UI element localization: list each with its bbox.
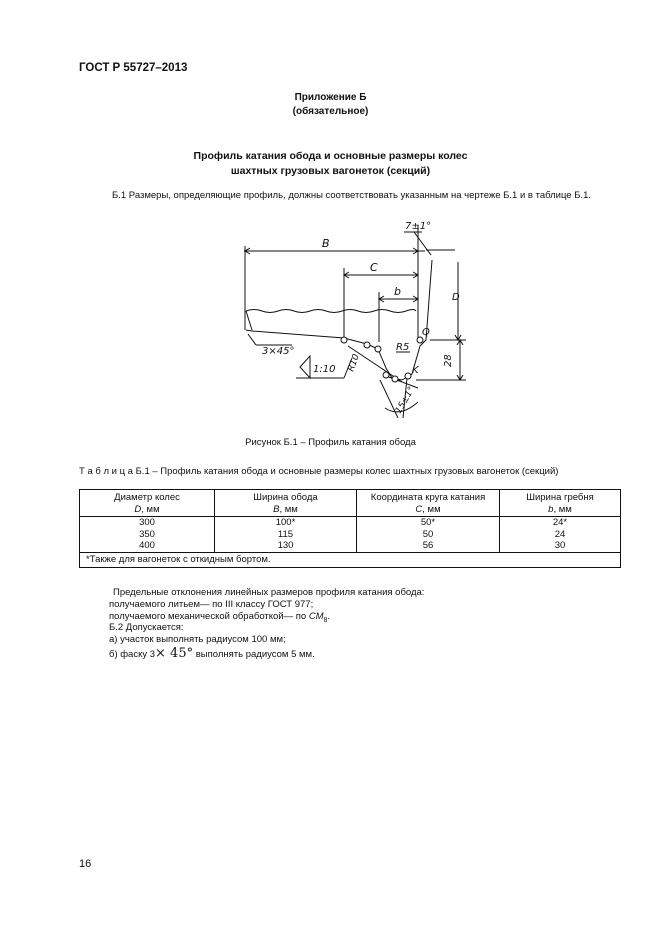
rim-left-edge xyxy=(246,311,252,330)
label-chamfer: 3×45° xyxy=(262,346,295,357)
chamfer-leader-diag xyxy=(248,334,256,345)
table-footnote-row xyxy=(80,552,621,568)
intro-paragraph: Б.1 Размеры, определяющие профиль, должны соответствовать указанным на чертеже Б.1 и в таблице Б.1. xyxy=(112,190,592,201)
notes-line-1: Предельные отклонения линейных размеров профиля катания обода: xyxy=(113,587,425,598)
header-flange-width: Ширина гребня b, мм xyxy=(500,490,621,517)
taper-symbol xyxy=(300,356,310,378)
section-title-line2: шахтных грузовых вагонеток (секций) xyxy=(230,165,431,177)
table-cell: 115 xyxy=(215,529,357,541)
document-code: ГОСТ Р 55727–2013 xyxy=(79,62,188,74)
spec-table xyxy=(79,489,621,568)
table-cell: 50 xyxy=(357,529,500,541)
table-row xyxy=(80,517,621,529)
label-angle-top: 7±1° xyxy=(405,221,432,232)
table-cell: 24 xyxy=(500,529,621,541)
notes-b2: Б.2 Допускается: xyxy=(109,622,184,633)
table-caption: Т а б л и ц а Б.1 – Профиль катания обода и основные размеры колес шахтных грузовых вагонеток (секций) xyxy=(79,466,559,477)
construction-line-2 xyxy=(386,376,418,388)
label-angle-bottom: 15±1° xyxy=(393,385,418,416)
rim-chamfer xyxy=(246,330,252,331)
table-cell: 300 xyxy=(80,517,215,529)
rim-tread xyxy=(252,331,344,338)
label-b: b xyxy=(394,285,401,298)
notes-line-2: получаемого литьем— по III классу ГОСТ 977; xyxy=(109,599,314,610)
label-D: D xyxy=(452,292,460,303)
header-diameter: Диаметр колес D, мм xyxy=(80,490,215,517)
rim-profile-drawing xyxy=(225,208,495,418)
table-cell: 24* xyxy=(500,517,621,529)
appendix-status: (обязательное) xyxy=(292,106,369,117)
table-cell: 350 xyxy=(80,529,215,541)
table-cell: 30 xyxy=(500,540,621,552)
label-R10: R10 xyxy=(346,352,362,374)
table-cell: 56 xyxy=(357,540,500,552)
table-header-row xyxy=(80,490,621,517)
circle-point-2 xyxy=(364,342,370,348)
circle-point-5 xyxy=(392,376,398,382)
header-rim-width: Ширина обода B, мм xyxy=(215,490,357,517)
table-footnote: *Также для вагонеток с откидным бортом. xyxy=(80,552,621,568)
table-cell: 130 xyxy=(215,540,357,552)
notes-line-3: получаемого механической обработкой— по $СМ_8$. xyxy=(109,611,331,624)
label-B: B xyxy=(322,237,330,250)
circle-point-3 xyxy=(375,346,381,352)
appendix-title: Приложение Б xyxy=(294,92,367,103)
label-taper: 1:10 xyxy=(313,364,336,375)
label-Q: Q xyxy=(422,327,430,338)
circle-point-1 xyxy=(341,337,347,343)
table-row xyxy=(80,540,621,552)
circle-point-6 xyxy=(405,373,411,379)
label-28: 28 xyxy=(443,354,454,367)
circle-point-4 xyxy=(383,372,389,378)
table-cell: 400 xyxy=(80,540,215,552)
notes-item-a: а) участок выполнять радиусом 100 мм; xyxy=(109,634,286,645)
table-cell: 100* xyxy=(215,517,357,529)
page-number: 16 xyxy=(79,858,92,870)
flange-contour xyxy=(378,260,432,380)
label-R5: R5 xyxy=(396,342,410,353)
table-row xyxy=(80,529,621,541)
section-title-line1: Профиль катания обода и основные размеры колес xyxy=(193,150,468,162)
header-rolling-circle: Координата круга катания C, мм xyxy=(357,490,500,517)
table-cell: 50* xyxy=(357,517,500,529)
figure-caption: Рисунок Б.1 – Профиль катания обода xyxy=(245,437,416,448)
tread-to-fillet xyxy=(344,338,367,344)
notes-item-b: б) фаску 3× 45° выполнять радиусом 5 мм. xyxy=(109,646,315,661)
break-line xyxy=(246,310,416,313)
label-C: C xyxy=(370,261,378,274)
label-K: K xyxy=(412,365,419,376)
